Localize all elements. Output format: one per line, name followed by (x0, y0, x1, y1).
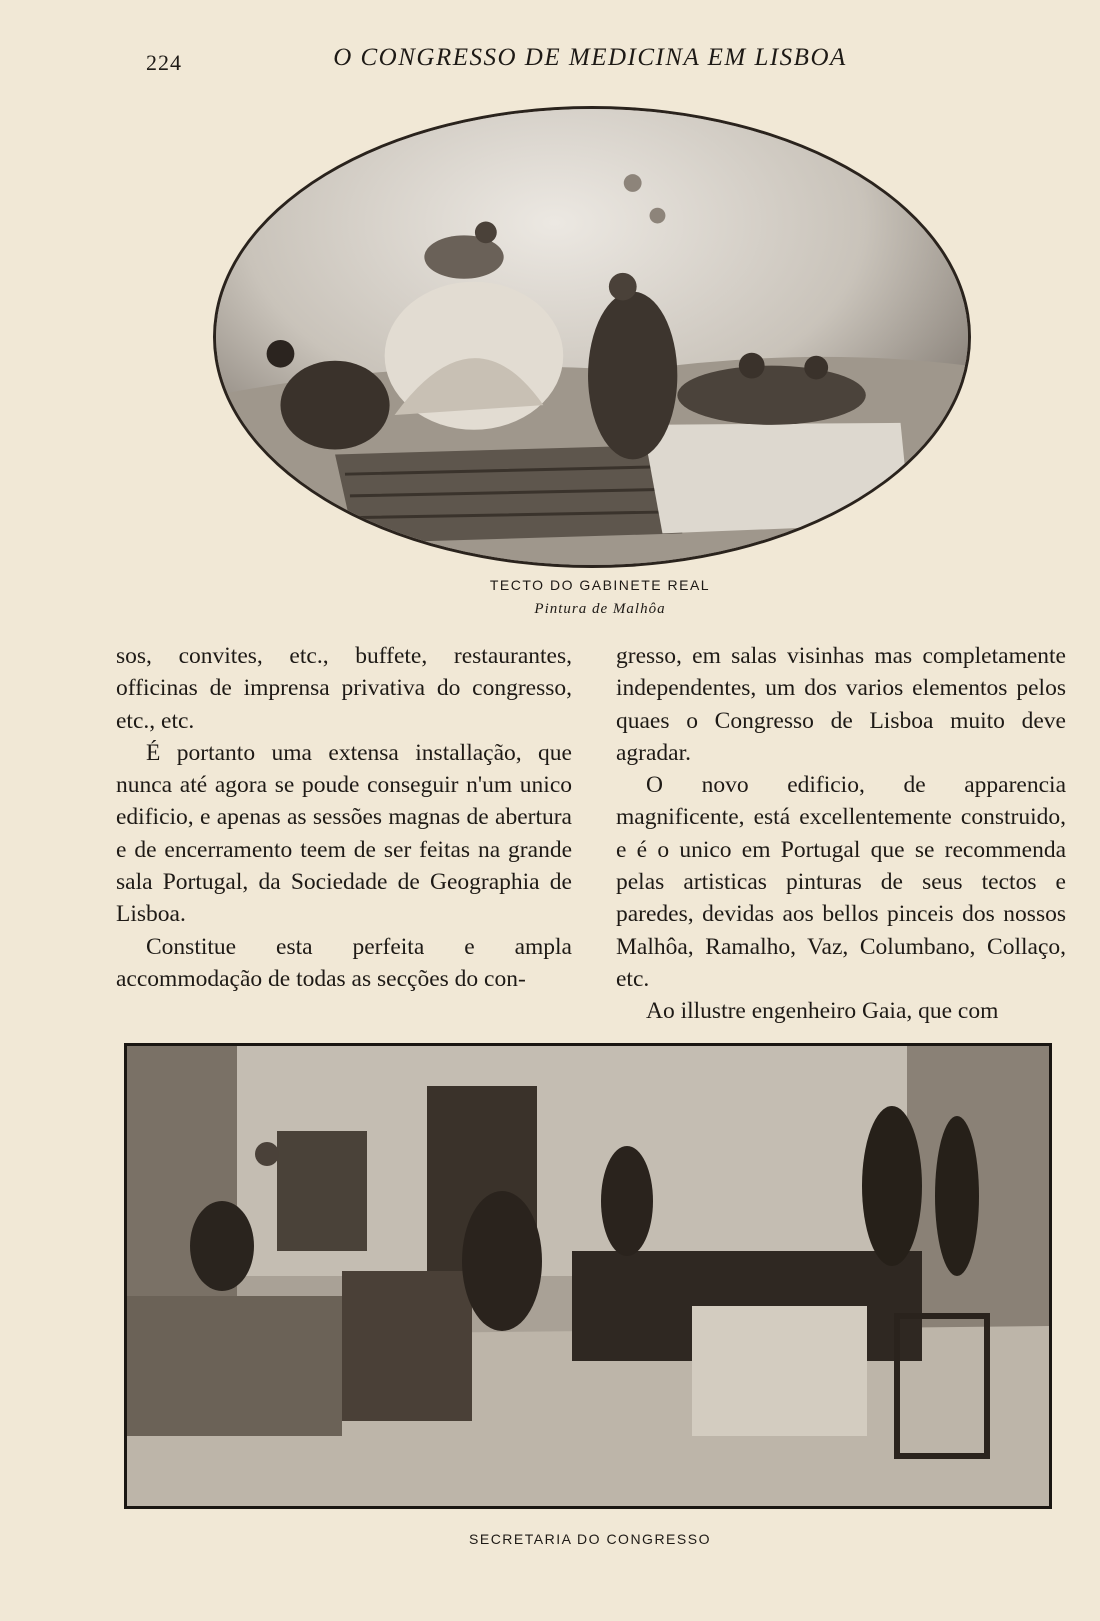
secretariat-photo-caption: SECRETARIA DO CONGRESSO (469, 1531, 711, 1547)
ceiling-painting-image (213, 106, 971, 568)
text-column-right (616, 640, 1066, 1028)
text-column-left (116, 640, 572, 995)
paragraph: O novo edificio, de apparencia magnificente, está excellentemente construido, e é o unico em Portugal que se recommenda pelas artisticas pinturas de seus tectos e paredes, devidas aos bellos pinceis dos nossos Malhôa, Ramalho, Vaz, Columbano, Collaço, etc. (616, 772, 1066, 992)
page-number: 224 (146, 50, 182, 75)
running-title: O CONGRESSO DE MEDICINA EM LISBOA (333, 44, 847, 71)
paragraph: É portanto uma extensa installação, que nunca até agora se poude conseguir n'um unico edificio, e apenas as sessões magnas de abertura e de encerramento teem de ser feitas na grande sala Portugal, da Sociedade de Geographia de Lisboa. (116, 739, 572, 928)
secretariat-photo-image (124, 1043, 1052, 1509)
ceiling-painting-credit: Pintura de Malhôa (534, 601, 666, 617)
paragraph: Ao illustre engenheiro Gaia, que com (646, 998, 999, 1025)
paragraph: sos, convites, etc., buffete, restaurantes, officinas de imprensa privativa do congresso, etc., etc. (116, 643, 572, 734)
paragraph: gresso, em salas visinhas mas completamente independentes, um dos varios elementos pelos quaes o Congresso de Lisboa muito deve agradar. (616, 643, 1066, 766)
ceiling-painting-caption: TECTO DO GABINETE REAL (489, 577, 711, 593)
paragraph: Constitue esta perfeita e ampla accommodação de todas as secções do con- (116, 933, 572, 992)
